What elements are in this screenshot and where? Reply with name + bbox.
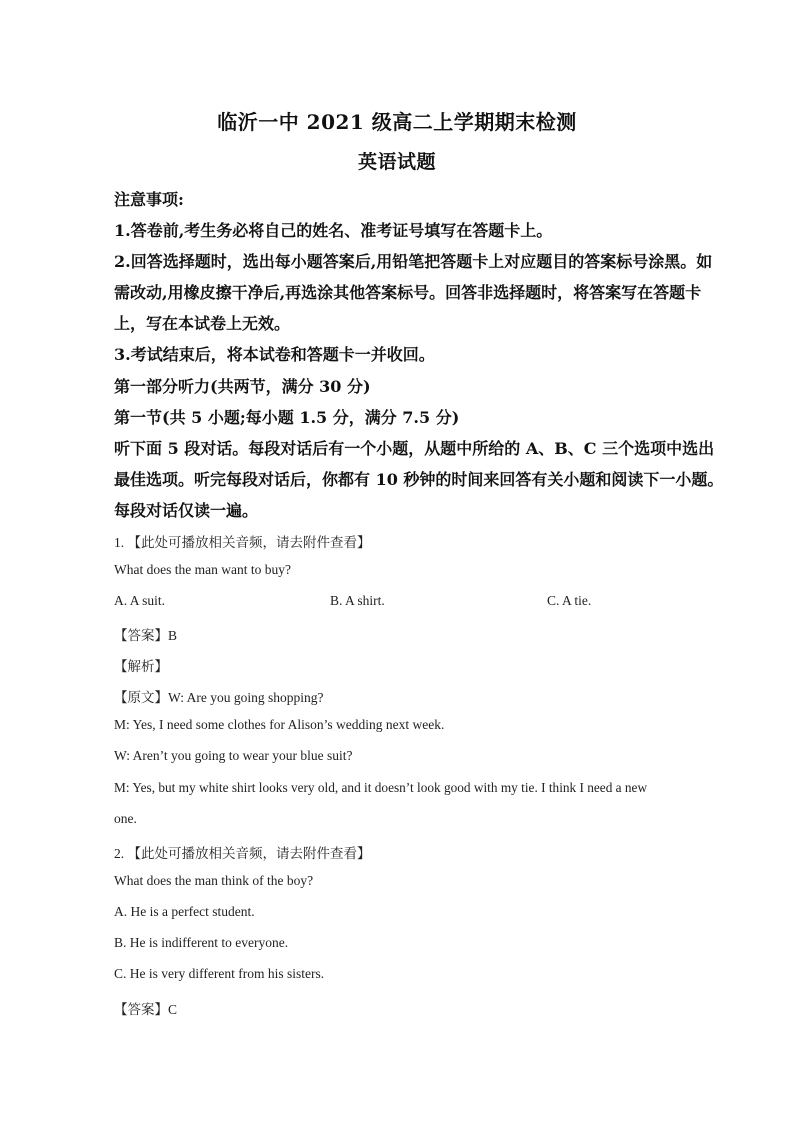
q2-audio-link[interactable]: 2. 【此处可播放相关音频，请去附件查看】	[114, 846, 371, 861]
section1-heading: 第一节(共 5 小题;每小题 1.5 分，满分 7.5 分)	[114, 408, 460, 427]
instructions-line-2: 最佳选项。听完每段对话后，你都有 10 秒钟的时间来回答有关小题和阅读下一小题。	[114, 470, 724, 489]
part1-heading: 第一部分听力(共两节，满分 30 分)	[114, 377, 371, 396]
exam-subtitle: 英语试题	[357, 151, 436, 173]
q1-option-c: C. A tie.	[547, 593, 592, 608]
instructions-line-3: 每段对话仅读一遍。	[114, 501, 259, 520]
q1-analysis-label: 【解析】	[114, 659, 168, 674]
notice-heading: 注意事项:	[114, 190, 184, 209]
notice-item-2-line-3: 上，写在本试卷上无效。	[114, 314, 291, 333]
q1-script-line-4: M: Yes, but my white shirt looks very old, and it doesn’t look good with my tie. I think I need a new	[114, 780, 648, 795]
q1-option-b: B. A shirt.	[330, 593, 385, 608]
q1-option-a: A. A suit.	[114, 593, 166, 608]
answer-label: 【答案】	[114, 1002, 168, 1017]
q1-answer	[114, 624, 177, 644]
script-label: 【原文】	[114, 690, 168, 705]
q2-option-a: A. He is a perfect student.	[114, 904, 255, 919]
q1-script-line-5: one.	[114, 811, 137, 826]
notice-item-1: 1.答卷前,考生务必将自己的姓名、准考证号填写在答题卡上。	[114, 221, 553, 240]
q1-script-line-3: W: Aren’t you going to wear your blue suit?	[114, 748, 353, 763]
q1-script-line-2: M: Yes, I need some clothes for Alison’s wedding next week.	[114, 717, 445, 732]
q2-option-c: C. He is very different from his sisters.	[114, 966, 325, 981]
q1-question: What does the man want to buy?	[114, 562, 291, 577]
q2-option-b: B. He is indifferent to everyone.	[114, 935, 289, 950]
answer-value: C	[168, 1002, 178, 1017]
notice-item-2-line-2: 需改动,用橡皮擦干净后,再选涂其他答案标号。回答非选择题时，将答案写在答题卡	[114, 283, 702, 302]
answer-value: B	[168, 628, 178, 643]
q2-answer	[114, 998, 177, 1018]
q1-audio-link[interactable]: 1. 【此处可播放相关音频，请去附件查看】	[114, 535, 371, 550]
q2-question: What does the man think of the boy?	[114, 873, 314, 888]
answer-label: 【答案】	[114, 628, 168, 643]
q1-script-line-1	[114, 686, 323, 706]
instructions-line-1: 听下面 5 段对话。每段对话后有一个小题，从题中所给的 A、B、C 三个选项中选出	[114, 439, 715, 458]
script-text: W: Are you going shopping?	[168, 690, 324, 705]
exam-title: 临沂一中 2021 级高二上学期期末检测	[217, 110, 577, 134]
notice-item-2-line-1: 2.回答选择题时，选出每小题答案后,用铅笔把答题卡上对应题目的答案标号涂黑。如	[114, 252, 713, 271]
notice-item-3: 3.考试结束后，将本试卷和答题卡一并收回。	[114, 345, 435, 364]
